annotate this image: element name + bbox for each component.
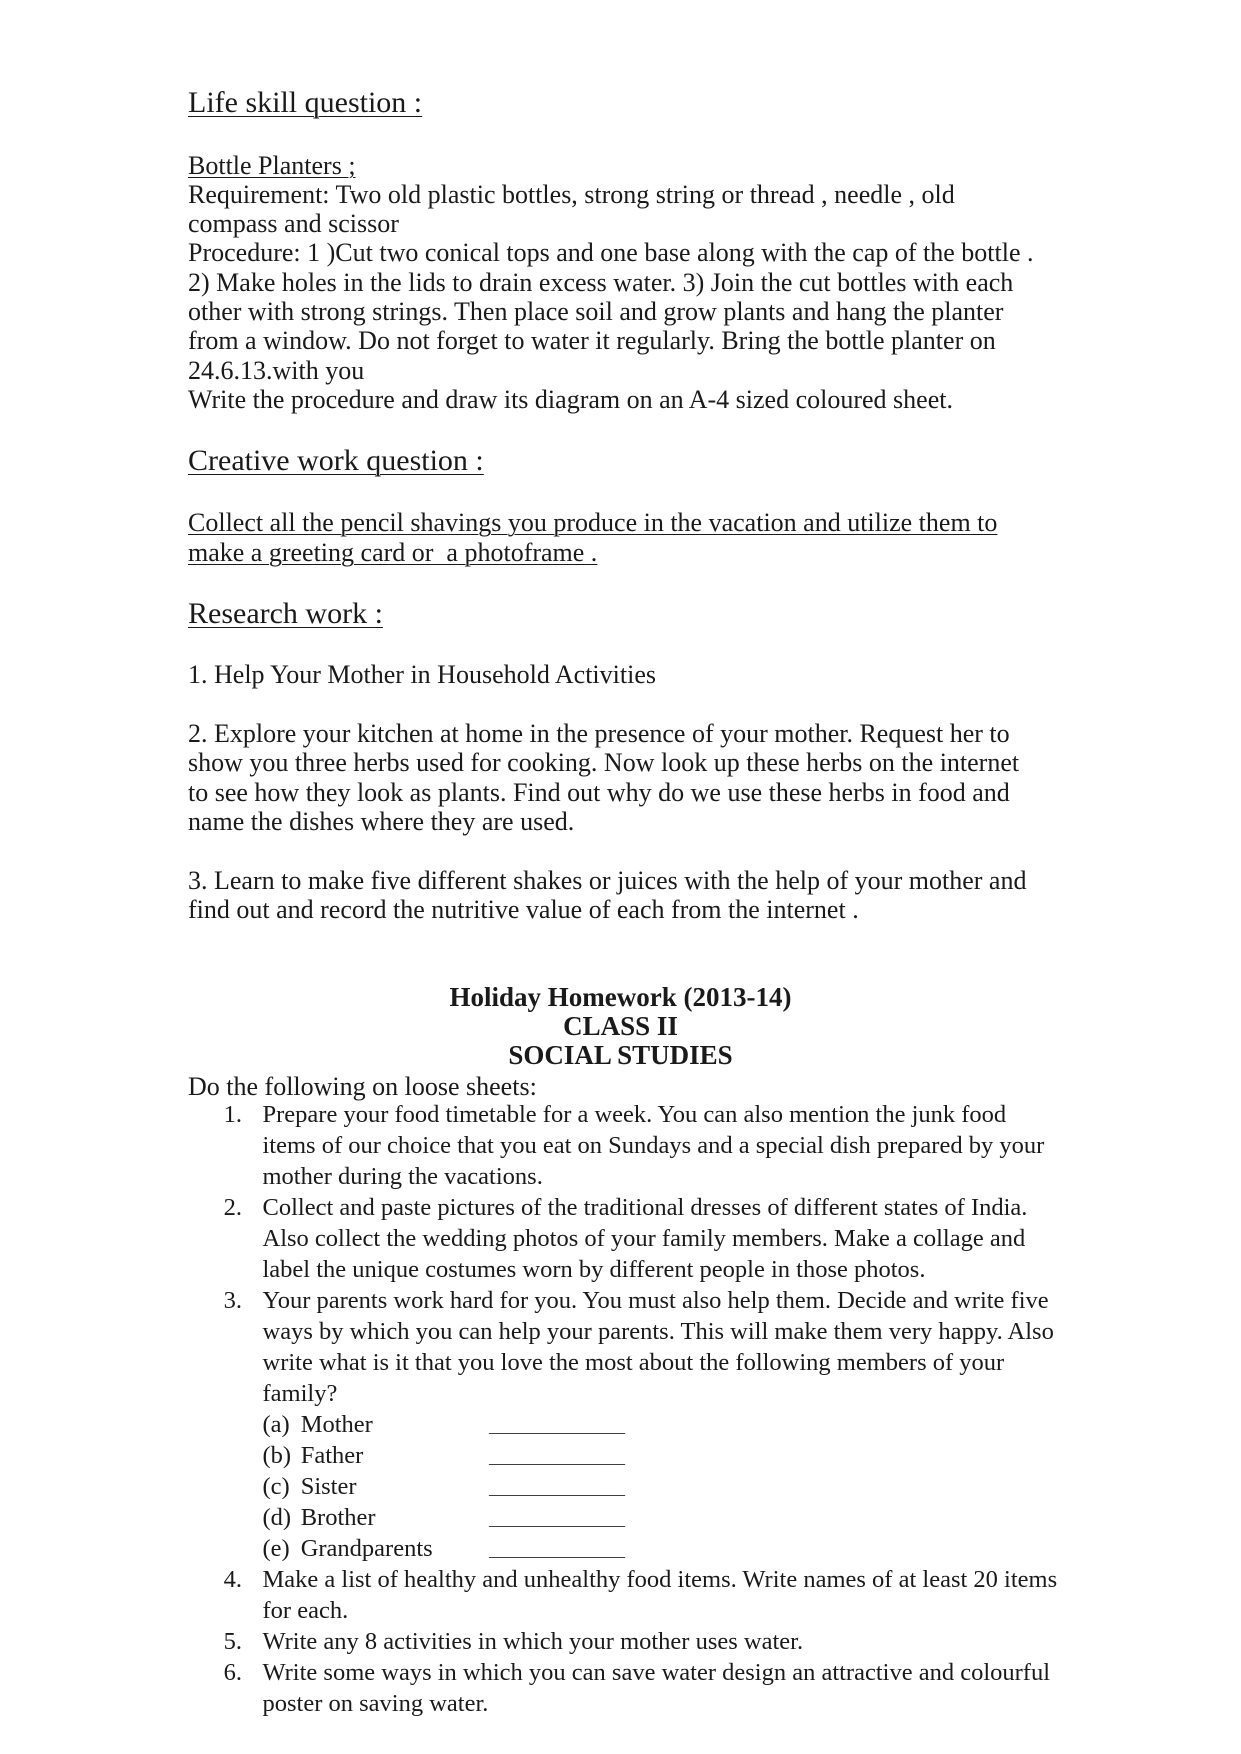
answer-blank: ________________ [488, 1447, 625, 1467]
list-item [188, 1626, 1057, 1657]
item-line: poster on saving water. [262, 1689, 489, 1717]
item-number: 2. [223, 1193, 242, 1221]
item-line: items of our choice that you eat on Sundays and a special dish prepared by your [262, 1131, 1045, 1159]
member-label: (c) [262, 1472, 290, 1500]
answer-blank: ________________ [488, 1478, 625, 1498]
item-number: 4. [223, 1565, 242, 1593]
list-item [188, 1285, 1057, 1564]
item-text [263, 1099, 1045, 1192]
answer-blank: ________________ [488, 1416, 625, 1436]
list-item [188, 1564, 1057, 1626]
family-member-row [263, 1502, 1054, 1533]
bottle-planters-title: Bottle Planters ; [188, 150, 356, 180]
item-line: label the unique costumes worn by different people in those photos. [262, 1255, 926, 1283]
life-skill-line: Requirement: Two old plastic bottles, strong string or thread , needle , old [188, 179, 955, 209]
life-skill-line: 2) Make holes in the lids to drain excess water. 3) Join the cut bottles with each [188, 267, 1014, 297]
homework-title: Holiday Homework (2013-14) [449, 982, 792, 1012]
item-number: 6. [223, 1658, 242, 1686]
item-text [263, 1285, 1054, 1564]
research-task-1 [188, 660, 656, 689]
item-text [263, 1192, 1028, 1285]
member-label: (d) [262, 1503, 292, 1531]
creative-work-line: Collect all the pencil shavings you produce in the vacation and utilize them to [188, 508, 998, 538]
life-skill-line: 24.6.13.with you [188, 355, 365, 385]
instruction-text [188, 1072, 537, 1101]
list-item [188, 1192, 1057, 1285]
instruction-line: Do the following on loose sheets: [188, 1071, 537, 1101]
item-line: Make a list of healthy and unhealthy food items. Write names of at least 20 items [262, 1565, 1058, 1593]
item-line: write what is it that you love the most about the following members of your [262, 1348, 1005, 1376]
subject-title: SOCIAL STUDIES [508, 1040, 733, 1071]
item-line: family? [262, 1379, 338, 1407]
research-task-line: find out and record the nutritive value of each from the internet . [188, 895, 859, 925]
life-skill-line: Procedure: 1 )Cut two conical tops and one base along with the cap of the bottle . [188, 238, 1034, 268]
item-number: 5. [223, 1627, 242, 1655]
member-label: (e) [262, 1534, 290, 1562]
member-label: (b) [262, 1441, 292, 1469]
member-label: (a) [262, 1410, 290, 1438]
item-line: for each. [262, 1596, 349, 1624]
list-item [188, 1657, 1057, 1719]
social-studies-header [0, 983, 1241, 1071]
member-name: Sister [300, 1472, 357, 1500]
item-text [263, 1657, 1051, 1719]
item-text [263, 1626, 804, 1657]
item-line: Prepare your food timetable for a week. You can also mention the junk food [262, 1100, 1007, 1128]
social-studies-list [188, 1099, 1057, 1719]
item-number: 3. [223, 1286, 242, 1314]
research-task-3 [188, 866, 1026, 925]
life-skill-line: compass and scissor [188, 209, 399, 239]
research-task-line: to see how they look as plants. Find out why do we use these herbs in food and [188, 777, 1010, 807]
item-line: Collect and paste pictures of the traditional dresses of different states of India. [262, 1193, 1028, 1221]
research-task-line: 2. Explore your kitchen at home in the presence of your mother. Request her to [188, 719, 1010, 748]
member-name: Mother [300, 1410, 373, 1438]
list-item [188, 1099, 1057, 1192]
item-text [263, 1564, 1058, 1626]
life-skill-line: Write the procedure and draw its diagram on an A-4 sized coloured sheet. [188, 384, 953, 414]
bottle-planters-section [188, 151, 1034, 415]
family-member-row [263, 1409, 1054, 1440]
class-title: CLASS II [563, 1011, 678, 1042]
answer-blank: ________________ [488, 1509, 625, 1529]
research-task-line: show you three herbs used for cooking. Now look up these herbs on the internet [188, 748, 1020, 778]
research-task-line: 1. Help Your Mother in Household Activities [188, 659, 656, 689]
item-line: Write any 8 activities in which your mother uses water. [262, 1627, 804, 1655]
item-line: ways by which you can help your parents. This will make them very happy. Also [262, 1317, 1054, 1345]
family-member-row [263, 1471, 1054, 1502]
life-skill-heading: Life skill question : [188, 86, 423, 119]
life-skill-line: other with strong strings. Then place soil and grow plants and hang the planter [188, 296, 1004, 326]
family-member-row [263, 1533, 1054, 1564]
research-task-2 [188, 719, 1019, 836]
member-name: Father [300, 1441, 364, 1469]
research-task-line: name the dishes where they are used. [188, 806, 575, 836]
creative-work-heading: Creative work question : [188, 444, 484, 477]
creative-work-section [188, 508, 997, 567]
research-task-line: 3. Learn to make five different shakes or juices with the help of your mother and [188, 866, 1027, 895]
item-line: mother during the vacations. [262, 1162, 543, 1190]
family-member-row [263, 1440, 1054, 1471]
item-number: 1. [223, 1100, 242, 1128]
answer-blank: ________________ [488, 1540, 625, 1560]
item-line: Also collect the wedding photos of your family members. Make a collage and [262, 1224, 1026, 1252]
item-line: Your parents work hard for you. You must also help them. Decide and write five [262, 1286, 1049, 1314]
item-line: Write some ways in which you can save water design an attractive and colourful [262, 1658, 1051, 1686]
creative-work-line: make a greeting card or a photoframe . [188, 537, 598, 567]
member-name: Brother [300, 1503, 376, 1531]
member-name: Grandparents [300, 1534, 433, 1562]
life-skill-line: from a window. Do not forget to water it regularly. Bring the bottle planter on [188, 326, 996, 356]
research-work-heading: Research work : [188, 597, 383, 630]
